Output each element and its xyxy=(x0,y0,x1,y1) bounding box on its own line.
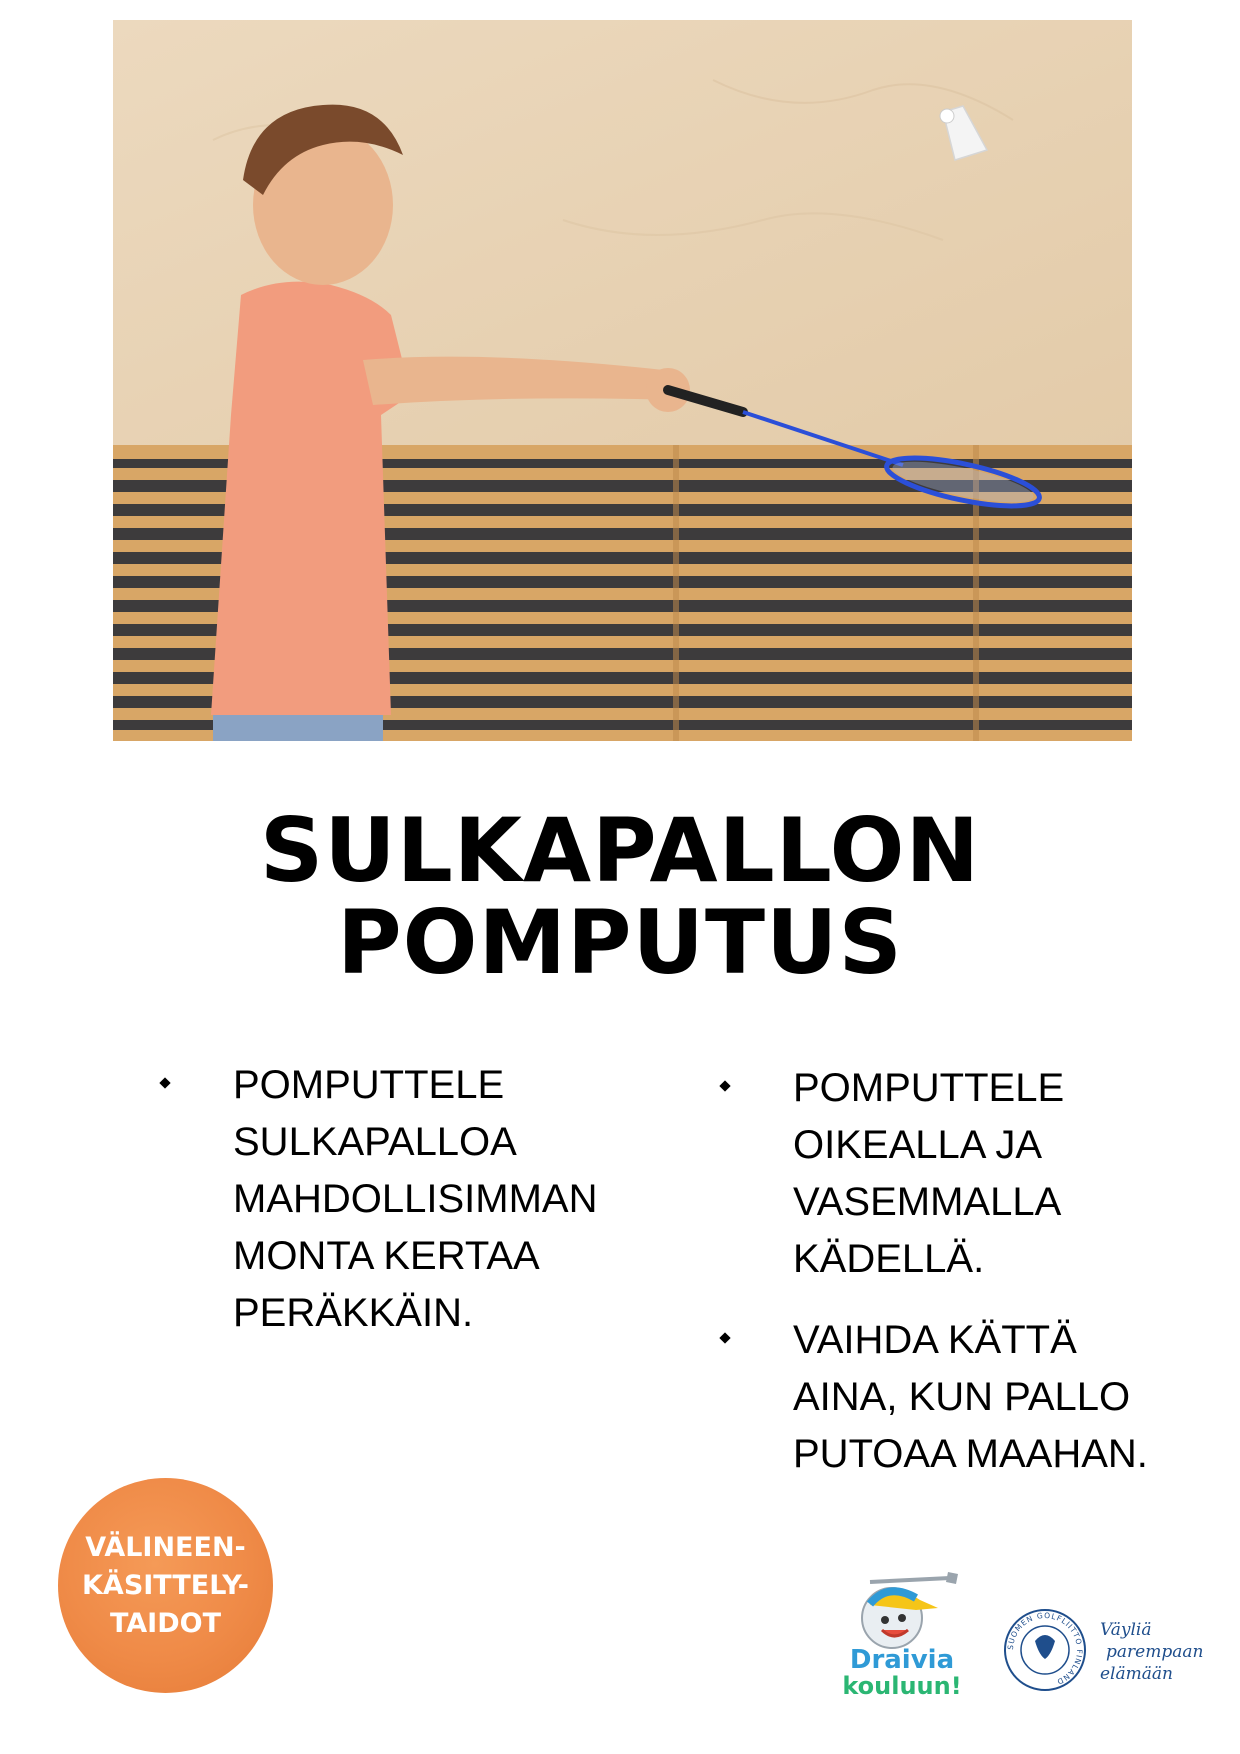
badge-line: VÄLINEEN- xyxy=(85,1531,246,1563)
page-title xyxy=(0,799,1240,994)
kouluun-text: kouluun! xyxy=(842,1672,962,1700)
text-line: OIKEALLA JA xyxy=(793,1123,1043,1167)
category-badge xyxy=(58,1478,273,1693)
text-line: POMPUTTELE xyxy=(793,1066,1065,1110)
lion-emblem-icon xyxy=(1035,1635,1055,1659)
instructions-left xyxy=(197,1057,637,1366)
draivia-kouluun-logo xyxy=(830,1560,975,1700)
draivia-text: Draivia xyxy=(849,1645,955,1675)
text-line: PERÄKKÄIN. xyxy=(233,1291,474,1335)
list-item xyxy=(757,1312,1197,1483)
text-line: MONTA KERTAA xyxy=(233,1234,540,1278)
title-line-1: SULKAPALLON xyxy=(259,799,981,902)
text-line: KÄDELLÄ. xyxy=(793,1237,985,1281)
text-line: PUTOAA MAAHAN. xyxy=(793,1432,1148,1476)
instructions-right xyxy=(757,1060,1197,1507)
tagline-line: elämään xyxy=(1100,1664,1173,1684)
text-line: AINA, KUN PALLO xyxy=(793,1375,1131,1419)
title-line-2: POMPUTUS xyxy=(337,891,903,994)
text-line: VASEMMALLA xyxy=(793,1180,1062,1224)
badge-line: KÄSITTELY- xyxy=(82,1569,249,1601)
list-item xyxy=(757,1060,1197,1288)
bullet-list xyxy=(757,1060,1197,1483)
badge-line: TAIDOT xyxy=(109,1607,222,1639)
text-line: POMPUTTELE xyxy=(233,1063,505,1107)
text-line: VAIHDA KÄTTÄ xyxy=(793,1318,1077,1362)
bullet-list xyxy=(197,1057,637,1342)
list-item xyxy=(197,1057,637,1342)
ring-text: SUOMEN GOLFLIITTO FINLAND xyxy=(1005,1610,1085,1687)
photo-boy-badminton xyxy=(113,20,1132,741)
tagline-line: parempaan xyxy=(1106,1642,1203,1662)
photo-illustration xyxy=(113,20,1132,741)
diamond-bullet-icon xyxy=(159,1077,170,1088)
diamond-bullet-icon xyxy=(719,1332,730,1343)
text-line: MAHDOLLISIMMAN xyxy=(233,1177,598,1221)
tagline-line: Väyliä xyxy=(1100,1620,1152,1640)
diamond-bullet-icon xyxy=(719,1080,730,1091)
text-line: SULKAPALLOA xyxy=(233,1120,517,1164)
golfliitto-logo xyxy=(1003,1605,1203,1695)
